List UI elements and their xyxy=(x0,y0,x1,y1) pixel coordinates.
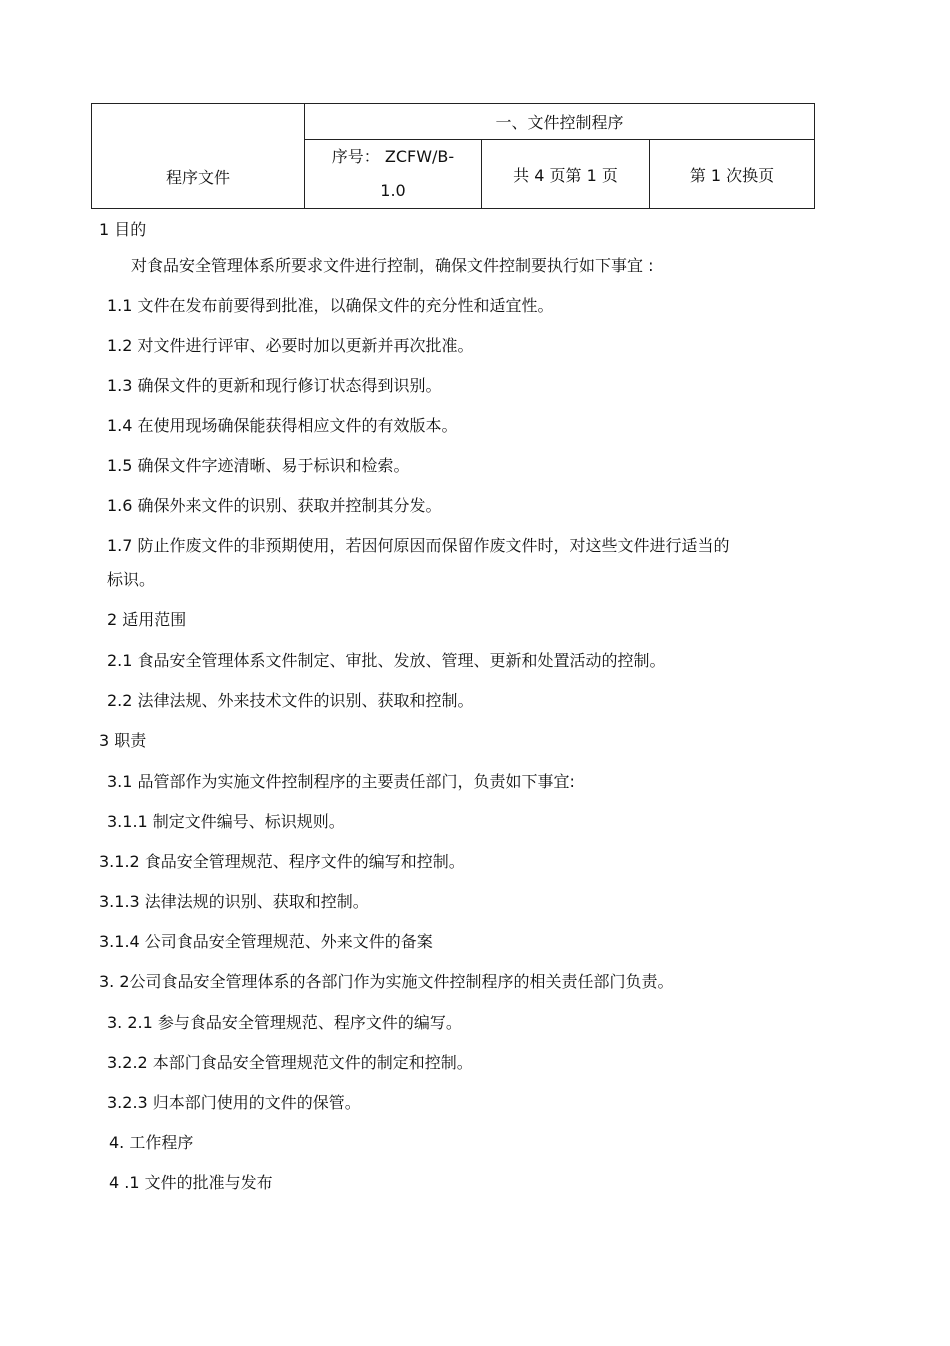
pages-cell xyxy=(482,140,649,208)
section-heading: 3 职责 xyxy=(99,731,147,750)
page-title: 一、文件控制程序 xyxy=(495,113,624,132)
page-count: 共 4 页第 1 页 xyxy=(513,165,618,185)
list-item: 2.1 食品安全管理体系文件制定、审批、发放、管理、更新和处置活动的控制。 xyxy=(107,651,666,670)
list-item: 1.2 对文件进行评审、必要时加以更新并再次批准。 xyxy=(107,336,474,355)
serial-number-line1: 序号： ZCFW/B- xyxy=(331,147,455,166)
list-item: 3.2.3 归本部门使用的文件的保管。 xyxy=(107,1093,361,1112)
section-heading: 2 适用范围 xyxy=(107,610,187,629)
list-item: 3.1.3 法律法规的识别、获取和控制。 xyxy=(99,892,369,911)
list-item: 3.1 品管部作为实施文件控制程序的主要责任部门，负责如下事宜: xyxy=(107,772,575,791)
subsection-heading: 4 .1 文件的批准与发布 xyxy=(109,1173,273,1192)
title-cell xyxy=(305,104,814,139)
list-item: 3. 2.1 参与食品安全管理规范、程序文件的编写。 xyxy=(107,1013,462,1032)
revision-cell xyxy=(650,140,814,208)
paragraph: 对食品安全管理体系所要求文件进行控制，确保文件控制要执行如下事宜 : xyxy=(131,256,654,275)
list-item-continuation: 标识。 xyxy=(107,570,156,589)
list-item: 3.2.2 本部门食品安全管理规范文件的制定和控制。 xyxy=(107,1053,473,1072)
section-heading: 1 目的 xyxy=(99,220,147,239)
list-item: 3.1.1 制定文件编号、标识规则。 xyxy=(107,812,345,831)
list-item: 3.1.2 食品安全管理规范、程序文件的编写和控制。 xyxy=(99,852,465,871)
header-table xyxy=(91,103,815,209)
doc-type-label: 程序文件 xyxy=(165,167,230,187)
serial-number-line2: 1.0 xyxy=(380,181,406,200)
list-item: 3. 2公司食品安全管理体系的各部门作为实施文件控制程序的相关责任部门负责。 xyxy=(99,972,674,991)
serial-cell xyxy=(305,140,481,208)
list-item: 1.7 防止作废文件的非预期使用，若因何原因而保留作废文件时，对这些文件进行适当的 xyxy=(107,536,730,555)
list-item: 1.6 确保外来文件的识别、获取并控制其分发。 xyxy=(107,496,442,515)
list-item: 1.4 在使用现场确保能获得相应文件的有效版本。 xyxy=(107,416,458,435)
section-heading: 4. 工作程序 xyxy=(109,1133,194,1152)
doc-type-cell xyxy=(92,104,304,208)
list-item: 2.2 法律法规、外来技术文件的识别、获取和控制。 xyxy=(107,691,474,710)
list-item: 1.1 文件在发布前要得到批准，以确保文件的充分性和适宜性。 xyxy=(107,296,554,315)
list-item: 3.1.4 公司食品安全管理规范、外来文件的备案 xyxy=(99,932,433,951)
revision-label: 第 1 次换页 xyxy=(689,165,775,185)
list-item: 1.5 确保文件字迹清晰、易于标识和检索。 xyxy=(107,456,410,475)
list-item: 1.3 确保文件的更新和现行修订状态得到识别。 xyxy=(107,376,442,395)
